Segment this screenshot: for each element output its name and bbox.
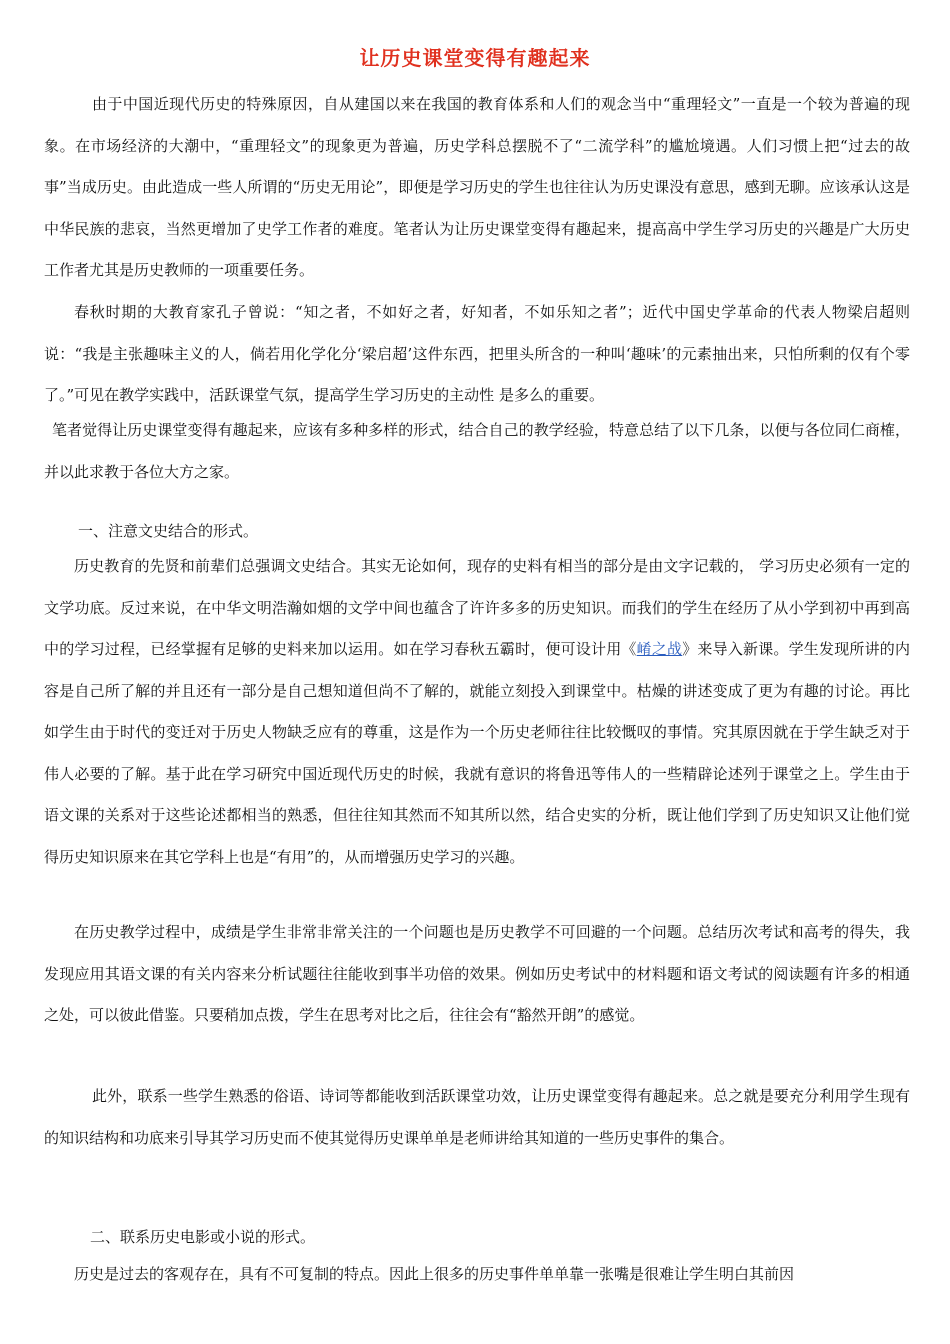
paragraph-history-films: 历史是过去的客观存在，具有不可复制的特点。因此上很多的历史事件单单靠一张嘴是很难让学生明白其前因 bbox=[74, 1265, 795, 1283]
paragraph-intro: 由于中国近现代历史的特殊原因，自从建国以来在我国的教育体系和人们的观念当中“重理轻文”一直是一个较为普遍的现象。在市场经济的大潮中，“重理轻文”的现象更为普遍，历史学科总摆脱不了“二流学科”的尴尬境遇。人们习惯上把“过去的故事”当成历史。由此造成一些人所谓的“历史无用论”，即便是学习历史的学生也往往认为历史课没有意思，感到无聊。应该承认这是中华民族的悲哀，当然更增加了史学工作者的难度。笔者认为让历史课堂变得有趣起来，提高高中学生学习历史的兴趣是广大历史工作者尤其是历史教师的一项重要任务。 bbox=[44, 95, 910, 279]
xiao-battle-link[interactable]: 崤之战 bbox=[636, 640, 683, 658]
section-heading-1: 一、注意文史结合的形式。 bbox=[78, 522, 259, 540]
paragraph-literature-history bbox=[44, 546, 910, 878]
paragraph-exam-grades: 在历史教学过程中，成绩是学生非常非常关注的一个问题也是历史教学不可回避的一个问题。总结历次考试和高考的得失，我发现应用其语文课的有关内容来分析试题往往能收到事半功倍的效果。例如历史考试中的材料题和语文考试的阅读题有许多的相通之处，可以彼此借鉴。只要稍加点拨，学生在思考对比之后，往往会有“豁然开朗”的感觉。 bbox=[44, 923, 910, 1024]
paragraph-confucius-quote: 春秋时期的大教育家孔子曾说：“知之者，不如好之者，好知者，不如乐知之者”；近代中国史学革命的代表人物梁启超则说：“我是主张趣味主义的人，倘若用化学化分‘梁启超’这件东西，把里头所含的一种叫‘趣味’的元素抽出来，只怕所剩的仅有个零了。”可见在教学实践中，活跃课堂气氛，提高学生学习历史的主动性 是多么的重要。 bbox=[44, 303, 910, 404]
section-heading-2: 二、联系历史电影或小说的形式。 bbox=[90, 1228, 316, 1246]
paragraph-summary: 笔者觉得让历史课堂变得有趣起来，应该有多种多样的形式，结合自己的教学经验，特意总结了以下几条，以便与各位同仁商榷，并以此求教于各位大方之家。 bbox=[44, 421, 910, 481]
document-title: 让历史课堂变得有趣起来 bbox=[359, 46, 591, 70]
paragraph-literature-history-text-b: 》来导入新课。学生发现所讲的内容是自己所了解的并且还有一部分是自己想知道但尚不了解的，就能立刻投入到课堂中。枯燥的讲述变成了更为有趣的讨论。再比如学生由于时代的变迁对于历史人物缺乏应有的尊重，这是作为一个历史老师往往比较慨叹的事情。究其原因就在于学生缺乏对于伟人必要的了解。基于此在学习研究中国近现代历史的时候，我就有意识的将鲁迅等伟人的一些精辟论述列于课堂之上。学生由于语文课的关系对于这些论述都相当的熟悉，但往往知其然而不知其所以然，结合史实的分析，既让他们学到了历史知识又让他们觉得历史知识原来在其它学科上也是“有用”的，从而增强历史学习的兴趣。 bbox=[44, 640, 910, 866]
paragraph-literature-history-text-a: 历史教育的先贤和前辈们总强调文史结合。其实无论如何，现存的史料有相当的部分是由文字记载的， 学习历史必须有一定的文学功底。反过来说，在中华文明浩瀚如烟的文学中间也蕴含了许许多多的历史知识。而我们的学生在经历了从小学到初中再到高中的学习过程，已经掌握有足够的史料来加以运用。如在学习春秋五霸时，便可设计用《 bbox=[44, 557, 910, 658]
paragraph-idioms-poems: 此外，联系一些学生熟悉的俗语、诗词等都能收到活跃课堂功效，让历史课堂变得有趣起来。总之就是要充分利用学生现有的知识结构和功底来引导其学习历史而不使其觉得历史课单单是老师讲给其知道的一些历史事件的集合。 bbox=[44, 1087, 910, 1147]
